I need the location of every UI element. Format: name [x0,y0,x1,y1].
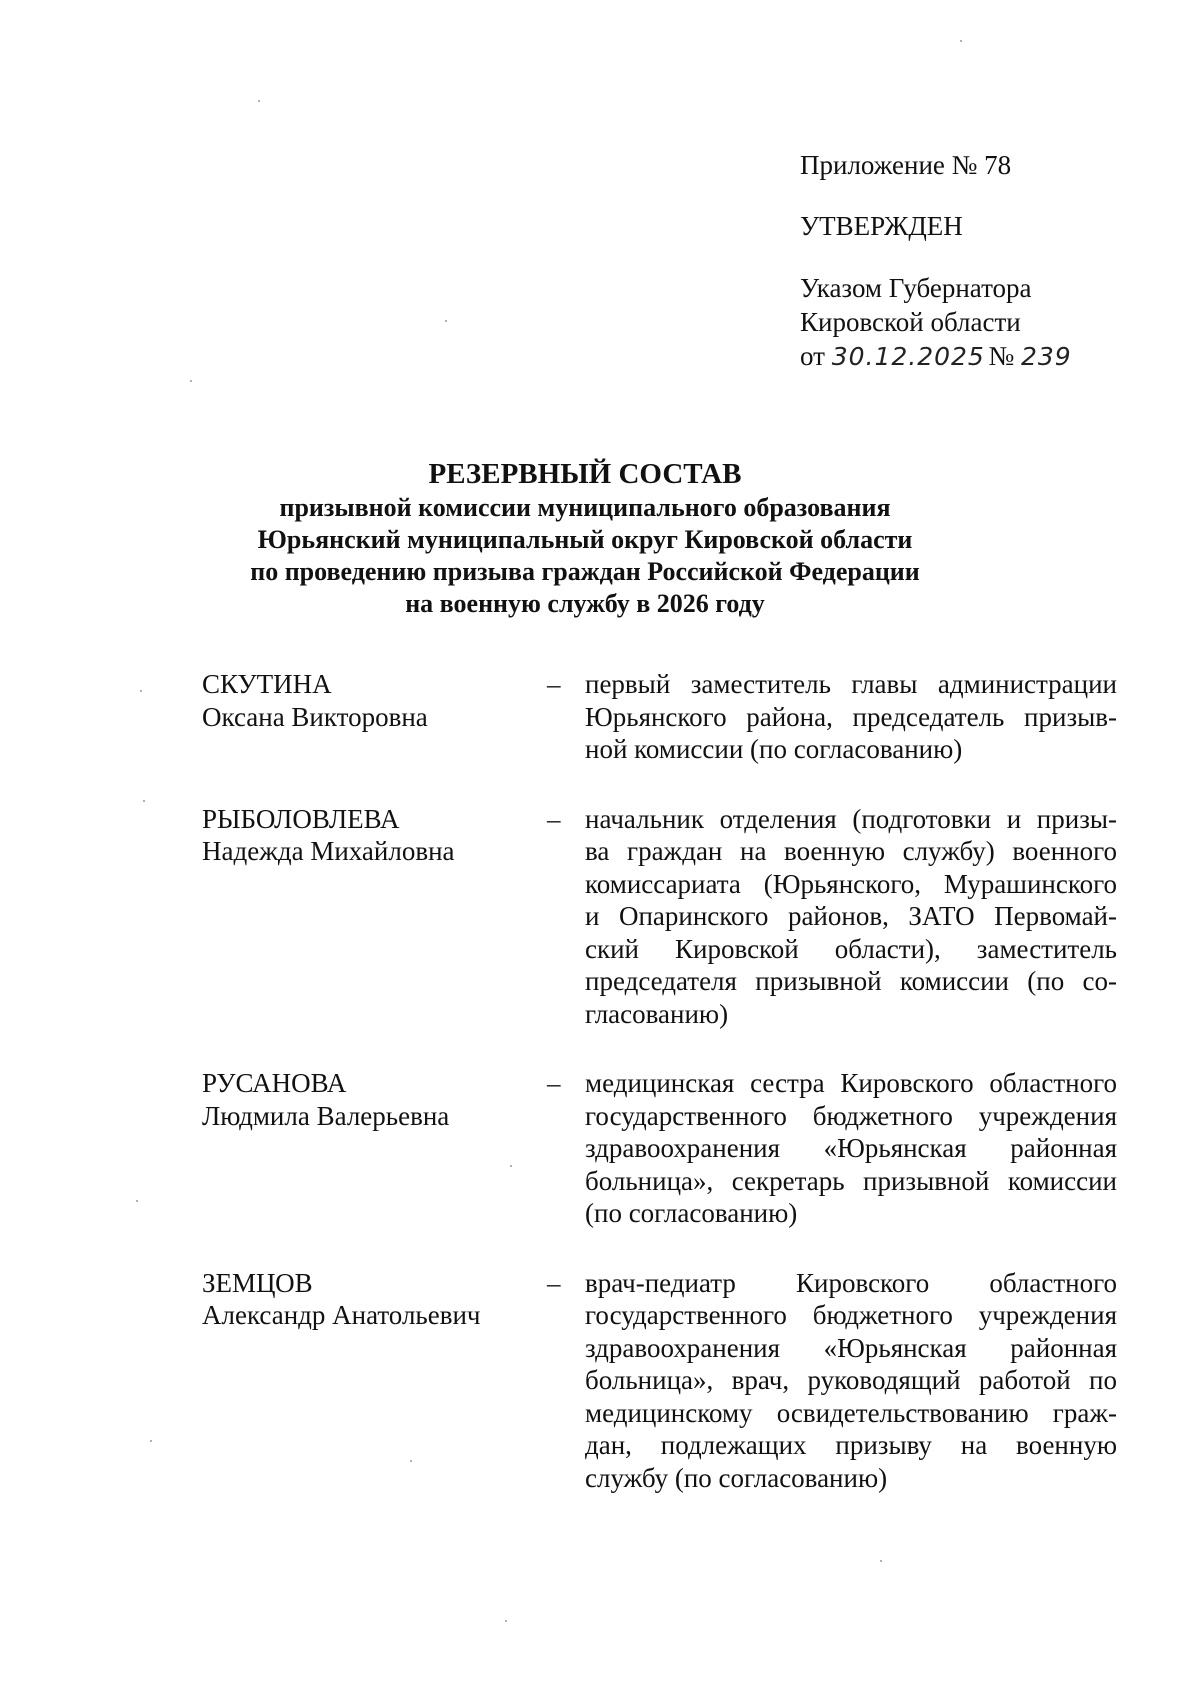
member-surname: РУСАНОВА [202,1068,347,1098]
title-line-1: призывной комиссии муниципального образования [279,493,891,522]
approved-label: УТВЕРЖДЕН [800,211,963,241]
scan-speck [258,100,260,102]
scan-speck [136,1200,138,1202]
position-line: и Опаринского районов, ЗАТО Первомай- [585,901,1117,931]
member-position [585,1067,1117,1230]
scan-speck [143,800,145,802]
member-name [202,1067,547,1230]
position-line: медицинская сестра Кировского областного [585,1068,1117,1098]
decree-line-2: Кировской области [800,307,1021,337]
position-line: председателя призывной комиссии (по со- [585,966,1117,996]
number-prefix: № [988,341,1015,371]
position-line: здравоохранения «Юрьянская районная [585,1133,1117,1163]
member-list [202,668,1117,1531]
member-entry [202,668,1117,766]
position-line: больница», врач, руководящий работой по [585,1365,1117,1395]
position-line: первый заместитель главы администрации [585,669,1117,699]
member-entry [202,1267,1117,1495]
position-line: гласованию) [585,998,729,1029]
appendix-number: Приложение № 78 [800,150,1012,180]
position-line: начальник отделения (подготовки и призы- [585,803,1117,834]
position-line: больница», секретарь призывной комиссии [585,1165,1117,1196]
member-given-names: Оксана Викторовна [202,701,428,732]
position-line: комиссариата (Юрьянского, Мурашинского [585,868,1117,899]
handwritten-date: 30.12.2025 [831,342,985,371]
decree-line-1: Указом Губернатора [800,273,1032,303]
member-position [585,668,1117,766]
document-title [200,456,970,620]
title-line-2: Юрьянский муниципальный округ Кировской области [257,525,913,554]
member-dash: – [547,1267,561,1298]
position-line: ва граждан на военную службу) военного [585,836,1117,866]
scan-speck [505,1620,507,1622]
member-given-names: Надежда Михайловна [202,836,455,866]
scan-speck [960,40,962,42]
member-surname: СКУТИНА [202,669,332,699]
member-surname: РЫБОЛОВЛЕВА [202,803,400,834]
position-line: государственного бюджетного учреждения [585,1100,1117,1131]
approval-block [800,148,1160,374]
title-main: РЕЗЕРВНЫЙ СОСТАВ [428,458,742,490]
position-line: Юрьянского района, председатель призыв- [585,701,1117,732]
position-line: врач-педиатр Кировского областного [585,1267,1117,1298]
position-line: службу (по согласованию) [585,1462,888,1493]
position-line: здравоохранения «Юрьянская районная [585,1332,1117,1363]
scan-speck [190,380,192,382]
position-line: медицинскому освидетельствованию граж- [585,1397,1117,1428]
member-surname: ЗЕМЦОВ [202,1267,313,1298]
position-line: ский Кировской области), заместитель [585,933,1117,964]
member-name [202,1267,547,1495]
member-dash: – [547,669,561,699]
title-line-3: по проведению призыва граждан Российской Федерации [250,557,920,586]
member-given-names: Александр Анатольевич [202,1300,481,1330]
position-line: ной комиссии (по согласованию) [585,734,963,764]
scan-speck [880,1560,882,1562]
position-line: дан, подлежащих призыву на военную [585,1430,1117,1460]
scan-speck [140,690,142,692]
member-name [202,668,547,766]
member-dash: – [547,803,561,834]
member-entry [202,803,1117,1031]
scan-speck [445,320,447,322]
member-given-names: Людмила Валерьевна [202,1100,450,1131]
position-line: государственного бюджетного учреждения [585,1300,1117,1330]
decree-date-line [800,339,1160,374]
handwritten-number: 239 [1020,342,1072,371]
date-prefix: от [800,341,825,371]
member-name [202,803,547,1031]
scan-speck [150,1440,152,1442]
member-entry [202,1067,1117,1230]
member-position [585,803,1117,1031]
member-dash: – [547,1068,561,1098]
title-line-4: на военную службу в 2026 году [405,589,765,618]
member-position [585,1267,1117,1495]
position-line: (по согласованию) [585,1198,798,1228]
